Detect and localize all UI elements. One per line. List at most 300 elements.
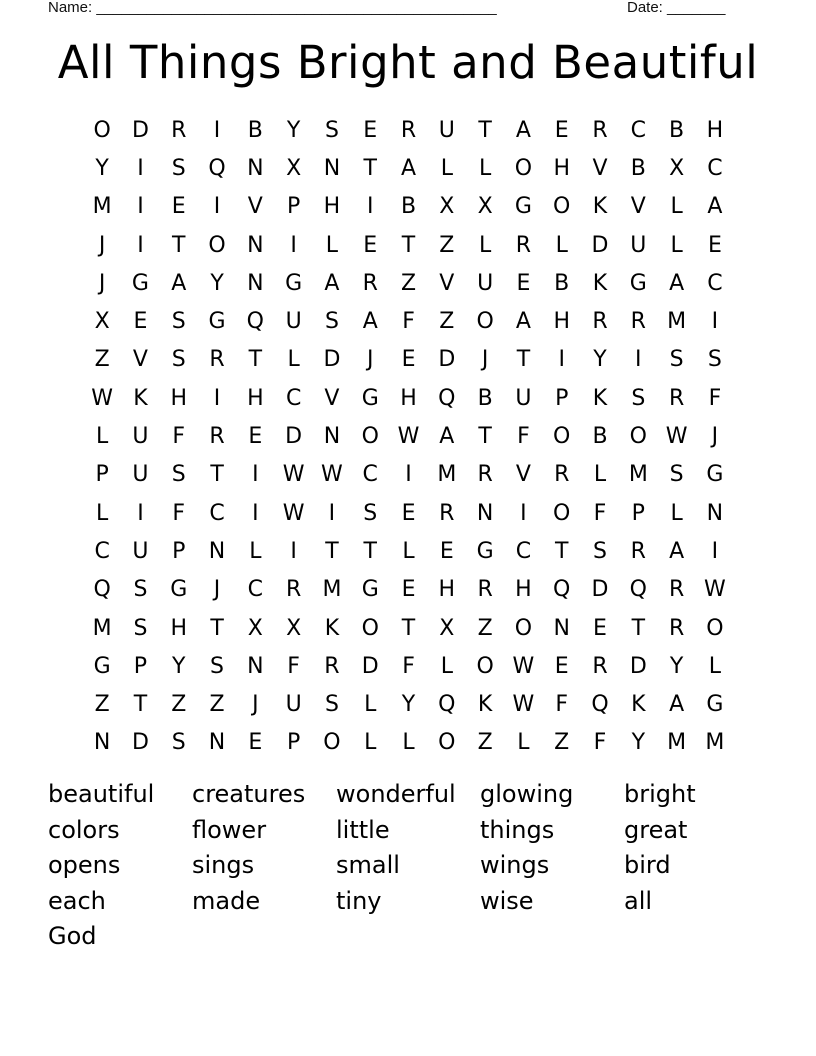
word-list-item: glowing [480,780,574,808]
grid-letter: F [708,385,722,411]
grid-letter: F [593,500,607,526]
grid-letter: Z [171,692,187,718]
grid-letter: J [213,577,221,603]
grid-letter: Y [286,117,301,143]
grid-letter: V [324,385,340,411]
word-list-item: creatures [192,780,306,808]
grid-letter: C [285,385,302,411]
grid-letter: O [361,424,379,450]
grid-letter: H [170,385,188,411]
grid-letter: L [325,232,339,258]
grid-letter: F [172,500,186,526]
grid-letter: W [665,424,688,450]
letter-grid [83,111,734,762]
grid-letter: I [558,347,565,373]
grid-letter: N [93,730,111,756]
grid-letter: O [476,309,494,335]
grid-letter: Q [93,577,111,603]
grid-letter: L [249,538,262,564]
grid-letter: T [248,347,263,373]
word-list-item: great [624,815,688,844]
grid-letter: G [361,385,379,411]
grid-letter: S [324,309,339,335]
grid-letter: Q [438,385,456,411]
grid-letter: E [401,577,416,603]
grid-letter: E [171,194,186,220]
word-list-item: wings [480,851,550,879]
grid-letter: D [629,653,647,679]
grid-letter: S [171,155,186,181]
grid-letter: L [402,538,415,564]
grid-letter: P [133,653,148,679]
grid-letter: J [366,347,374,373]
grid-letter: E [554,653,569,679]
grid-letter: Q [553,577,571,603]
grid-letter: Y [95,155,109,181]
word-list-item: bright [624,780,696,808]
grid-letter: W [512,692,535,718]
grid-letter: D [591,232,609,258]
grid-letter: O [323,730,341,756]
grid-letter: L [364,692,377,718]
word-list-item: things [480,815,555,844]
grid-letter: T [478,424,492,450]
grid-letter: P [286,730,301,756]
grid-letter: U [630,232,647,258]
grid-letter: V [132,347,148,373]
grid-letter: A [362,309,378,335]
grid-letter: O [706,615,724,641]
word-list-item: little [336,815,390,844]
grid-letter: Y [631,730,646,756]
grid-letter: E [133,309,148,335]
grid-letter: H [515,577,532,603]
grid-letter: R [209,347,225,373]
grid-letter: Y [210,270,224,296]
grid-letter: V [247,194,263,220]
grid-letter: M [628,462,648,488]
grid-letter: C [362,462,378,488]
grid-letter: O [553,500,571,526]
grid-letter: O [553,424,571,450]
grid-letter: R [515,232,532,258]
grid-letter: G [361,577,379,603]
grid-letter: C [630,117,646,143]
word-list-item: God [48,922,97,950]
grid-letter: Z [477,615,493,641]
grid-letter: T [478,117,492,143]
grid-letter: Z [554,730,570,756]
grid-letter: Z [94,347,110,373]
grid-letter: U [515,385,532,411]
grid-letter: G [93,653,111,679]
grid-letter: N [323,155,341,181]
grid-letter: W [282,500,305,526]
grid-letter: A [439,424,455,450]
grid-letter: L [96,500,109,526]
grid-letter: A [707,194,723,220]
grid-letter: C [515,538,532,564]
grid-letter: K [592,385,608,411]
grid-letter: W [397,424,420,450]
grid-letter: D [361,653,379,679]
grid-letter: S [593,538,607,564]
grid-letter: D [285,424,303,450]
grid-letter: B [477,385,493,411]
grid-letter: O [361,615,379,641]
grid-letter: S [171,462,186,488]
grid-letter: R [592,653,608,679]
grid-letter: T [401,232,416,258]
grid-letter: L [478,155,492,181]
grid-letter: T [363,538,377,564]
grid-letter: O [629,424,647,450]
grid-letter: Z [400,270,417,296]
grid-letter: R [630,538,646,564]
grid-letter: J [98,270,106,296]
grid-letter: J [711,424,719,450]
grid-letter: X [439,615,455,641]
grid-letter: N [247,270,264,296]
grid-letter: L [96,424,109,450]
grid-letter: Y [172,653,186,679]
grid-letter: D [131,730,149,756]
grid-letter: B [400,194,417,220]
grid-letter: B [630,155,646,181]
grid-letter: R [285,577,302,603]
grid-letter: E [516,270,531,296]
grid-letter: L [517,730,530,756]
grid-letter: M [667,730,687,756]
word-list-item: bird [624,851,671,879]
grid-letter: L [708,653,722,679]
grid-letter: O [514,615,533,641]
grid-letter: G [514,194,532,220]
grid-letter: M [92,194,112,220]
grid-letter: X [286,155,302,181]
grid-letter: J [98,232,106,258]
grid-letter: T [210,615,224,641]
grid-letter: K [477,692,493,718]
grid-letter: C [247,577,264,603]
grid-letter: S [210,653,225,679]
grid-letter: R [362,270,378,296]
grid-letter: I [137,500,144,526]
grid-letter: U [132,462,149,488]
grid-letter: A [669,692,685,718]
grid-letter: K [133,385,148,411]
grid-letter: E [707,232,722,258]
grid-letter: L [440,155,453,181]
grid-letter: P [555,385,569,411]
grid-letter: H [553,309,570,335]
grid-letter: T [516,347,531,373]
grid-letter: N [208,730,226,756]
grid-letter: O [553,194,571,220]
grid-letter: E [593,615,607,641]
grid-letter: G [629,270,647,296]
grid-letter: Z [439,232,455,258]
grid-letter: G [285,270,303,296]
grid-letter: N [247,653,264,679]
grid-letter: H [170,615,188,641]
grid-letter: M [705,730,725,756]
grid-letter: F [555,692,569,718]
grid-letter: I [366,194,374,220]
grid-letter: R [554,462,570,488]
grid-letter: I [252,500,259,526]
grid-letter: J [481,347,489,373]
word-list-item: opens [48,851,121,879]
grid-letter: U [285,692,302,718]
grid-letter: E [401,500,416,526]
grid-letter: Q [591,692,609,718]
grid-letter: C [209,500,225,526]
grid-letter: I [405,462,412,488]
grid-letter: A [669,538,685,564]
grid-letter: W [512,653,535,679]
grid-letter: S [363,500,378,526]
grid-letter: N [476,500,494,526]
grid-letter: S [324,117,339,143]
grid-letter: T [210,462,224,488]
grid-letter: L [670,232,683,258]
grid-letter: R [171,117,187,143]
grid-letter: V [515,462,531,488]
grid-letter: F [517,424,530,450]
grid-letter: F [287,653,300,679]
grid-letter: P [286,194,301,220]
grid-letter: X [286,615,302,641]
grid-letter: E [554,117,569,143]
grid-letter: S [133,615,148,641]
word-list-item: all [624,886,653,915]
grid-letter: S [133,577,148,603]
grid-letter: G [170,577,188,603]
grid-letter: I [137,194,144,220]
grid-letter: J [252,692,259,718]
grid-letter: I [213,385,221,411]
grid-letter: O [476,653,494,679]
grid-letter: H [438,577,456,603]
grid-letter: Q [246,309,264,335]
grid-letter: D [591,577,609,603]
grid-letter: S [669,347,684,373]
grid-letter: W [704,577,726,603]
grid-letter: Y [669,653,684,679]
grid-letter: U [285,309,302,335]
grid-letter: K [592,270,608,296]
grid-letter: W [282,462,305,488]
word-list-item: tiny [336,886,382,915]
grid-letter: Z [439,309,455,335]
grid-letter: W [321,462,343,488]
grid-letter: Z [477,730,493,756]
grid-letter: H [553,155,570,181]
grid-letter: N [323,424,341,450]
grid-letter: X [439,194,455,220]
grid-letter: O [208,232,226,258]
grid-letter: L [440,653,453,679]
grid-letter: K [592,194,608,220]
grid-letter: I [137,155,144,181]
grid-letter: Z [209,692,225,718]
grid-letter: T [325,538,339,564]
grid-letter: R [400,117,417,143]
grid-letter: Y [401,692,416,718]
puzzle-title: All Things Bright and Beautiful [57,36,759,89]
word-list-item: beautiful [48,780,155,808]
word-list [48,780,768,958]
grid-letter: M [92,615,112,641]
grid-letter: T [133,692,148,718]
grid-letter: R [477,577,493,603]
grid-letter: Z [94,692,110,718]
grid-letter: L [670,194,683,220]
grid-letter: O [514,155,533,181]
grid-letter: R [668,385,685,411]
grid-letter: I [137,232,144,258]
grid-letter: L [670,500,683,526]
grid-letter: B [554,270,570,296]
grid-letter: A [171,270,187,296]
grid-letter: Q [438,692,456,718]
grid-letter: T [363,155,377,181]
grid-letter: N [247,232,264,258]
grid-letter: I [252,462,259,488]
grid-letter: U [132,424,149,450]
grid-letter: L [402,730,415,756]
grid-letter: S [171,347,186,373]
grid-letter: D [323,347,341,373]
grid-letter: D [131,117,149,143]
grid-letter: X [477,194,493,220]
grid-letter: T [172,232,186,258]
grid-letter: R [439,500,455,526]
grid-letter: I [213,117,221,143]
grid-letter: R [209,424,225,450]
grid-letter: P [172,538,186,564]
grid-letter: I [290,538,297,564]
grid-letter: H [323,194,341,220]
grid-letter: B [669,117,685,143]
grid-letter: H [247,385,264,411]
word-list-item: colors [48,815,120,844]
grid-letter: D [438,347,456,373]
grid-letter: R [668,577,685,603]
grid-letter: I [711,538,719,564]
grid-letter: M [437,462,457,488]
grid-letter: W [91,385,114,411]
grid-letter: M [322,577,342,603]
grid-letter: L [287,347,300,373]
grid-letter: K [631,692,646,718]
grid-letter: U [477,270,494,296]
grid-letter: E [363,232,378,258]
grid-letter: N [706,500,724,526]
grid-letter: S [171,730,186,756]
grid-letter: X [247,615,263,641]
grid-letter: L [593,462,607,488]
grid-letter: I [328,500,336,526]
grid-letter: P [631,500,645,526]
grid-letter: X [94,309,110,335]
grid-letter: H [400,385,417,411]
grid-letter: Q [208,155,226,181]
grid-letter: O [438,730,456,756]
grid-letter: E [248,424,263,450]
grid-letter: T [554,538,569,564]
grid-letter: V [439,270,455,296]
grid-letter: L [478,232,492,258]
date-field-label: Date: _______ [627,0,726,16]
word-list-item: flower [192,815,267,844]
grid-letter: S [707,347,722,373]
grid-letter: V [630,194,646,220]
grid-letter: N [553,615,570,641]
grid-letter: Q [629,577,647,603]
grid-letter: A [515,309,531,335]
grid-letter: E [363,117,378,143]
grid-letter: S [669,462,684,488]
grid-letter: R [630,309,646,335]
grid-letter: C [707,155,723,181]
grid-letter: C [94,538,110,564]
grid-letter: X [669,155,685,181]
grid-letter: R [477,462,493,488]
word-list-item: wise [480,886,534,915]
grid-letter: G [706,692,724,718]
grid-letter: R [592,309,608,335]
grid-letter: A [324,270,340,296]
name-field-label: Name: ________________________________________________ [48,0,497,16]
word-list-item: small [336,851,400,879]
grid-letter: G [131,270,149,296]
word-list-item: each [48,886,106,915]
grid-letter: S [324,692,339,718]
grid-letter: V [592,155,608,181]
grid-letter: S [631,385,646,411]
grid-letter: I [213,194,221,220]
grid-letter: A [515,117,531,143]
grid-letter: F [172,424,186,450]
grid-letter: L [555,232,568,258]
grid-letter: F [402,309,415,335]
grid-letter: T [401,615,416,641]
grid-letter: S [171,309,186,335]
grid-letter: I [290,232,297,258]
grid-letter: N [247,155,264,181]
grid-letter: Y [593,347,607,373]
grid-letter: F [593,730,607,756]
grid-letter: R [592,117,608,143]
grid-letter: E [439,538,454,564]
grid-letter: B [592,424,608,450]
grid-letter: K [324,615,340,641]
grid-letter: G [476,538,494,564]
grid-letter: P [95,462,109,488]
grid-letter: U [132,538,149,564]
grid-letter: I [711,309,719,335]
grid-letter: U [438,117,455,143]
grid-letter: A [400,155,417,181]
grid-letter: G [208,309,226,335]
grid-letter: I [635,347,642,373]
grid-letter: M [667,309,687,335]
grid-letter: T [631,615,646,641]
grid-letter: G [706,462,724,488]
grid-letter: H [706,117,724,143]
